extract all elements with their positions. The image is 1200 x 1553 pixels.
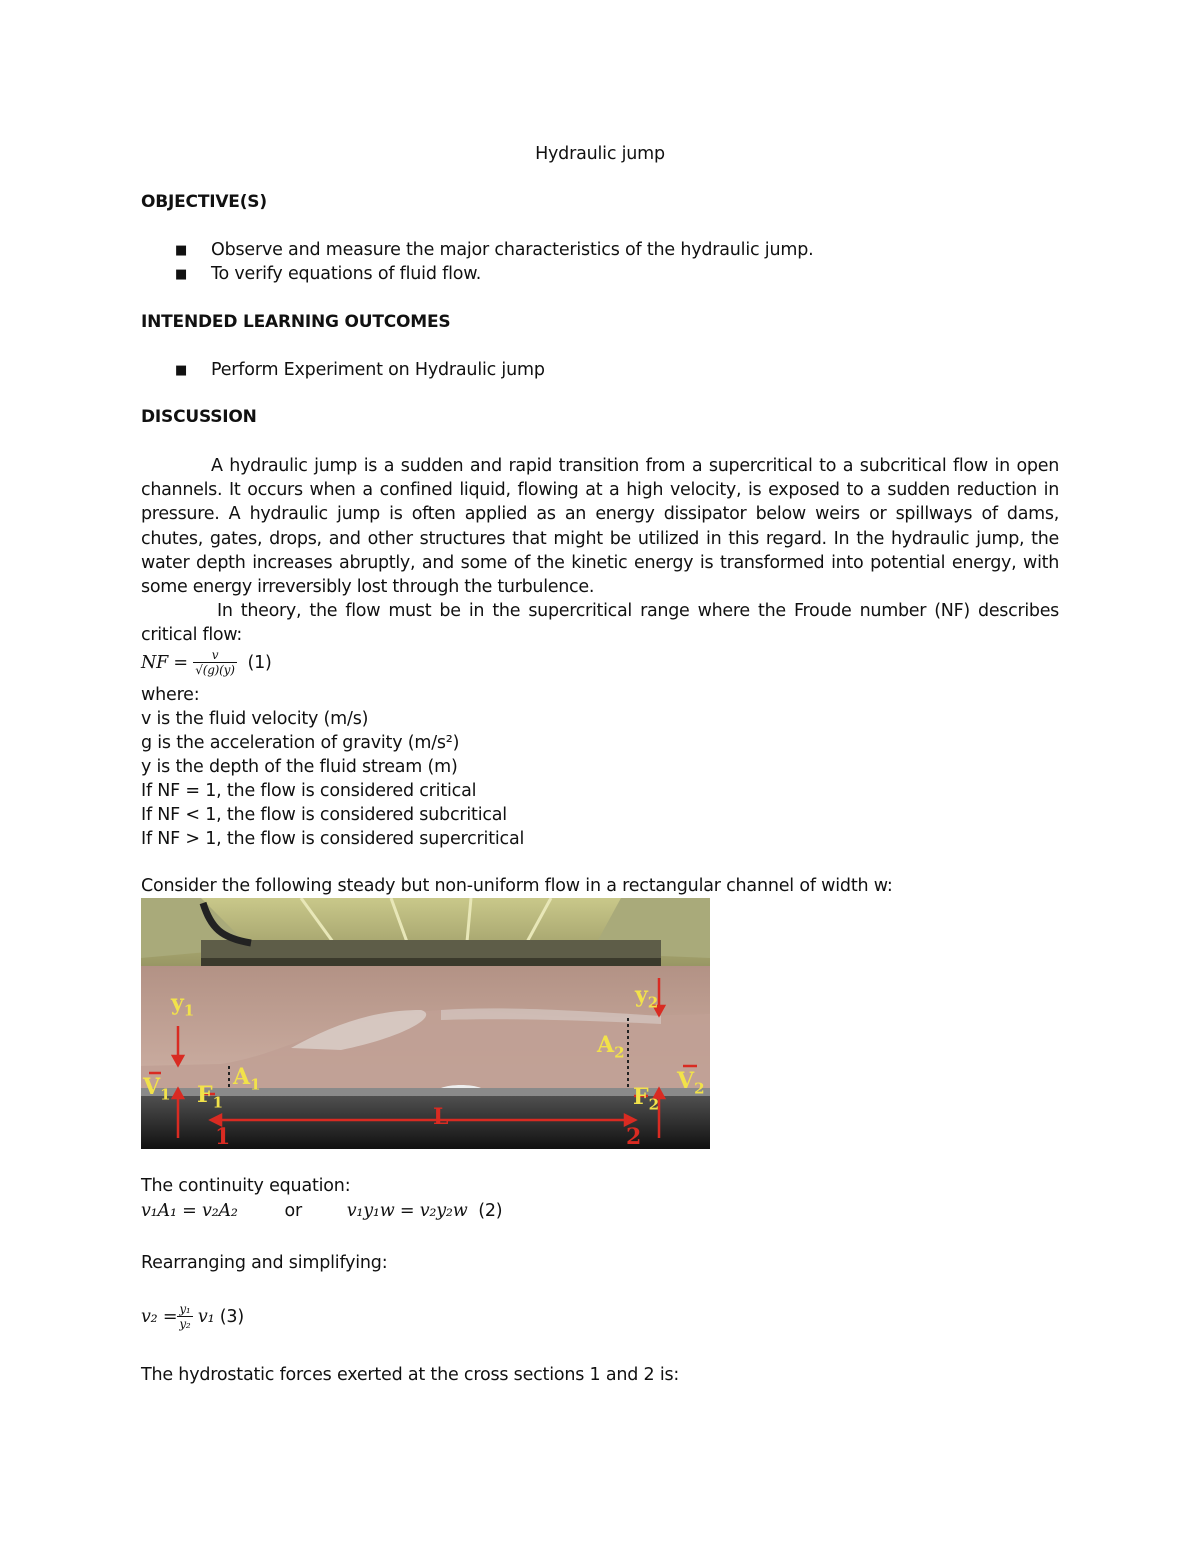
- equation-lhs: v₂ =: [141, 1307, 178, 1327]
- equation-velocity: [141, 1299, 244, 1335]
- discussion-paragraph-2-text: In theory, the flow must be in the supercritical range where the Froude number (NF) describes critical flow:: [141, 601, 1059, 646]
- label-v1: $V_1$: [143, 1074, 171, 1104]
- definition-line: g is the acceleration of gravity (m/s²): [141, 733, 460, 753]
- label-v2: $V_2$: [677, 1068, 705, 1098]
- equation-fraction: [177, 1303, 192, 1331]
- definition-line: y is the depth of the fluid stream (m): [141, 757, 458, 777]
- bullet-icon: ■: [175, 267, 188, 282]
- objective-item: To verify equations of fluid flow.: [211, 264, 482, 284]
- where-label: where:: [141, 685, 200, 705]
- discussion-heading: DISCUSSION: [141, 407, 257, 427]
- hydrostatic-text: The hydrostatic forces exerted at the cross sections 1 and 2 is:: [141, 1365, 680, 1385]
- definition-line: v is the fluid velocity (m/s): [141, 709, 369, 729]
- discussion-paragraph-2: [141, 599, 1059, 647]
- fraction-numerator: y₁: [179, 1302, 191, 1316]
- page-title: Hydraulic jump: [535, 144, 665, 164]
- equation-fraction: [193, 649, 236, 677]
- label-a1: $A_1$: [233, 1064, 261, 1094]
- label-a2: $A_2$: [597, 1032, 625, 1062]
- objective-item: Observe and measure the major characteristics of the hydraulic jump.: [211, 240, 814, 260]
- outcome-item: Perform Experiment on Hydraulic jump: [211, 360, 545, 380]
- definition-line: If NF > 1, the flow is considered supercritical: [141, 829, 525, 849]
- equation-tag: (1): [247, 653, 272, 673]
- fraction-numerator: v: [193, 649, 236, 663]
- label-y1: $y_1$: [171, 990, 195, 1020]
- equation-lhs: NF =: [141, 653, 188, 673]
- definition-line: If NF < 1, the flow is considered subcritical: [141, 805, 507, 825]
- label-f1: $F_1$: [197, 1082, 224, 1112]
- discussion-paragraph-1: [141, 454, 1059, 599]
- equation-froude: [141, 646, 272, 680]
- label-y2: $y_2$: [635, 982, 659, 1012]
- equation-or: or: [284, 1201, 302, 1221]
- label-f2: $F_2$: [633, 1084, 660, 1114]
- hydraulic-jump-photo: [141, 898, 710, 1149]
- rearranging-text: Rearranging and simplifying:: [141, 1253, 388, 1273]
- discussion-paragraph-1-text: A hydraulic jump is a sudden and rapid transition from a supercritical to a subcritical flow in open channels. It occurs when a confined liquid, flowing at a high velocity, is exposed to a sudden reduction in pressure. A hydraulic jump is often applied as an energy dissipator below weirs or spillways of dams, chutes, gates, drops, and other structures that might be utilized in this regard. In the hydraulic jump, the water depth increases abruptly, and some of the kinetic energy is transformed into potential energy, with some energy irreversibly lost through the turbulence.: [141, 456, 1059, 598]
- fraction-denominator: y₂: [179, 1317, 191, 1331]
- equation-tag: (2): [478, 1201, 503, 1221]
- equation-rhs: v₁: [197, 1307, 215, 1327]
- label-length: L: [433, 1104, 449, 1130]
- definition-line: If NF = 1, the flow is considered critical: [141, 781, 477, 801]
- equation-tag: (3): [219, 1307, 244, 1327]
- equation-continuity: [141, 1199, 502, 1223]
- label-section-1: 1: [215, 1124, 231, 1149]
- consider-text: Consider the following steady but non-uniform flow in a rectangular channel of width w:: [141, 876, 893, 896]
- equation-continuity-b: v₁y₁w = v₂y₂w: [346, 1201, 468, 1221]
- outcomes-heading: INTENDED LEARNING OUTCOMES: [141, 312, 451, 332]
- bullet-icon: ■: [175, 363, 188, 378]
- equation-continuity-a: v₁A₁ = v₂A₂: [141, 1201, 238, 1221]
- bullet-icon: ■: [175, 243, 188, 258]
- objectives-heading: OBJECTIVE(S): [141, 192, 267, 212]
- fraction-denominator: √(g)(y): [195, 663, 235, 677]
- label-section-2: 2: [626, 1124, 642, 1149]
- continuity-text: The continuity equation:: [141, 1176, 351, 1196]
